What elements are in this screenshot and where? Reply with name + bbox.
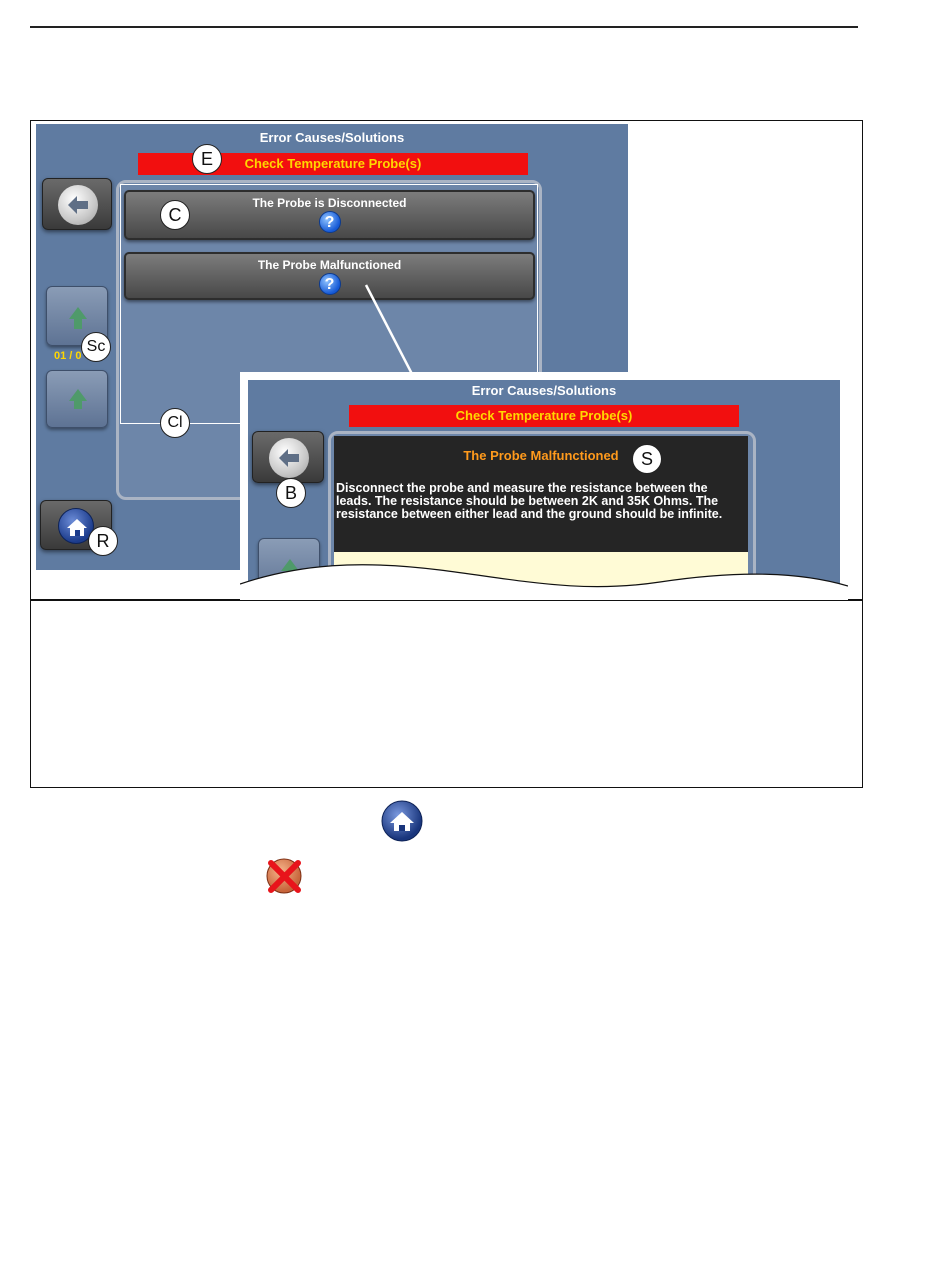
question-mark-icon[interactable]: ? bbox=[319, 273, 341, 295]
error-bar: Check Temperature Probe(s) bbox=[138, 153, 528, 175]
screen-title: Error Causes/Solutions bbox=[471, 383, 617, 398]
callout-cause-list: Cl bbox=[160, 408, 190, 438]
page-count: 01 / 0 bbox=[54, 350, 82, 362]
cancel-icon bbox=[262, 852, 308, 903]
callout-error: E bbox=[192, 144, 222, 174]
solution-title: The Probe Malfunctioned bbox=[463, 448, 619, 463]
solution-inset bbox=[240, 372, 848, 600]
callout-back: B bbox=[276, 478, 306, 508]
callout-solution: S bbox=[632, 444, 662, 474]
callout-return: R bbox=[88, 526, 118, 556]
solution-text: Disconnect the probe and measure the resistance between the leads. The resistance should be between 2K and 35K Ohms. The resistance between either lead and the ground should be infinite. bbox=[336, 481, 723, 521]
cause-label: The Probe is Disconnected bbox=[252, 196, 407, 210]
cause-label: The Probe Malfunctioned bbox=[257, 258, 402, 272]
callout-cause: C bbox=[160, 200, 190, 230]
error-bar: Check Temperature Probe(s) bbox=[349, 405, 739, 427]
screen-title: Error Causes/Solutions bbox=[259, 130, 405, 145]
question-mark-icon[interactable]: ? bbox=[319, 211, 341, 233]
callout-scroll: Sc bbox=[81, 332, 111, 362]
torn-edge bbox=[240, 372, 848, 600]
home-icon bbox=[378, 799, 426, 848]
